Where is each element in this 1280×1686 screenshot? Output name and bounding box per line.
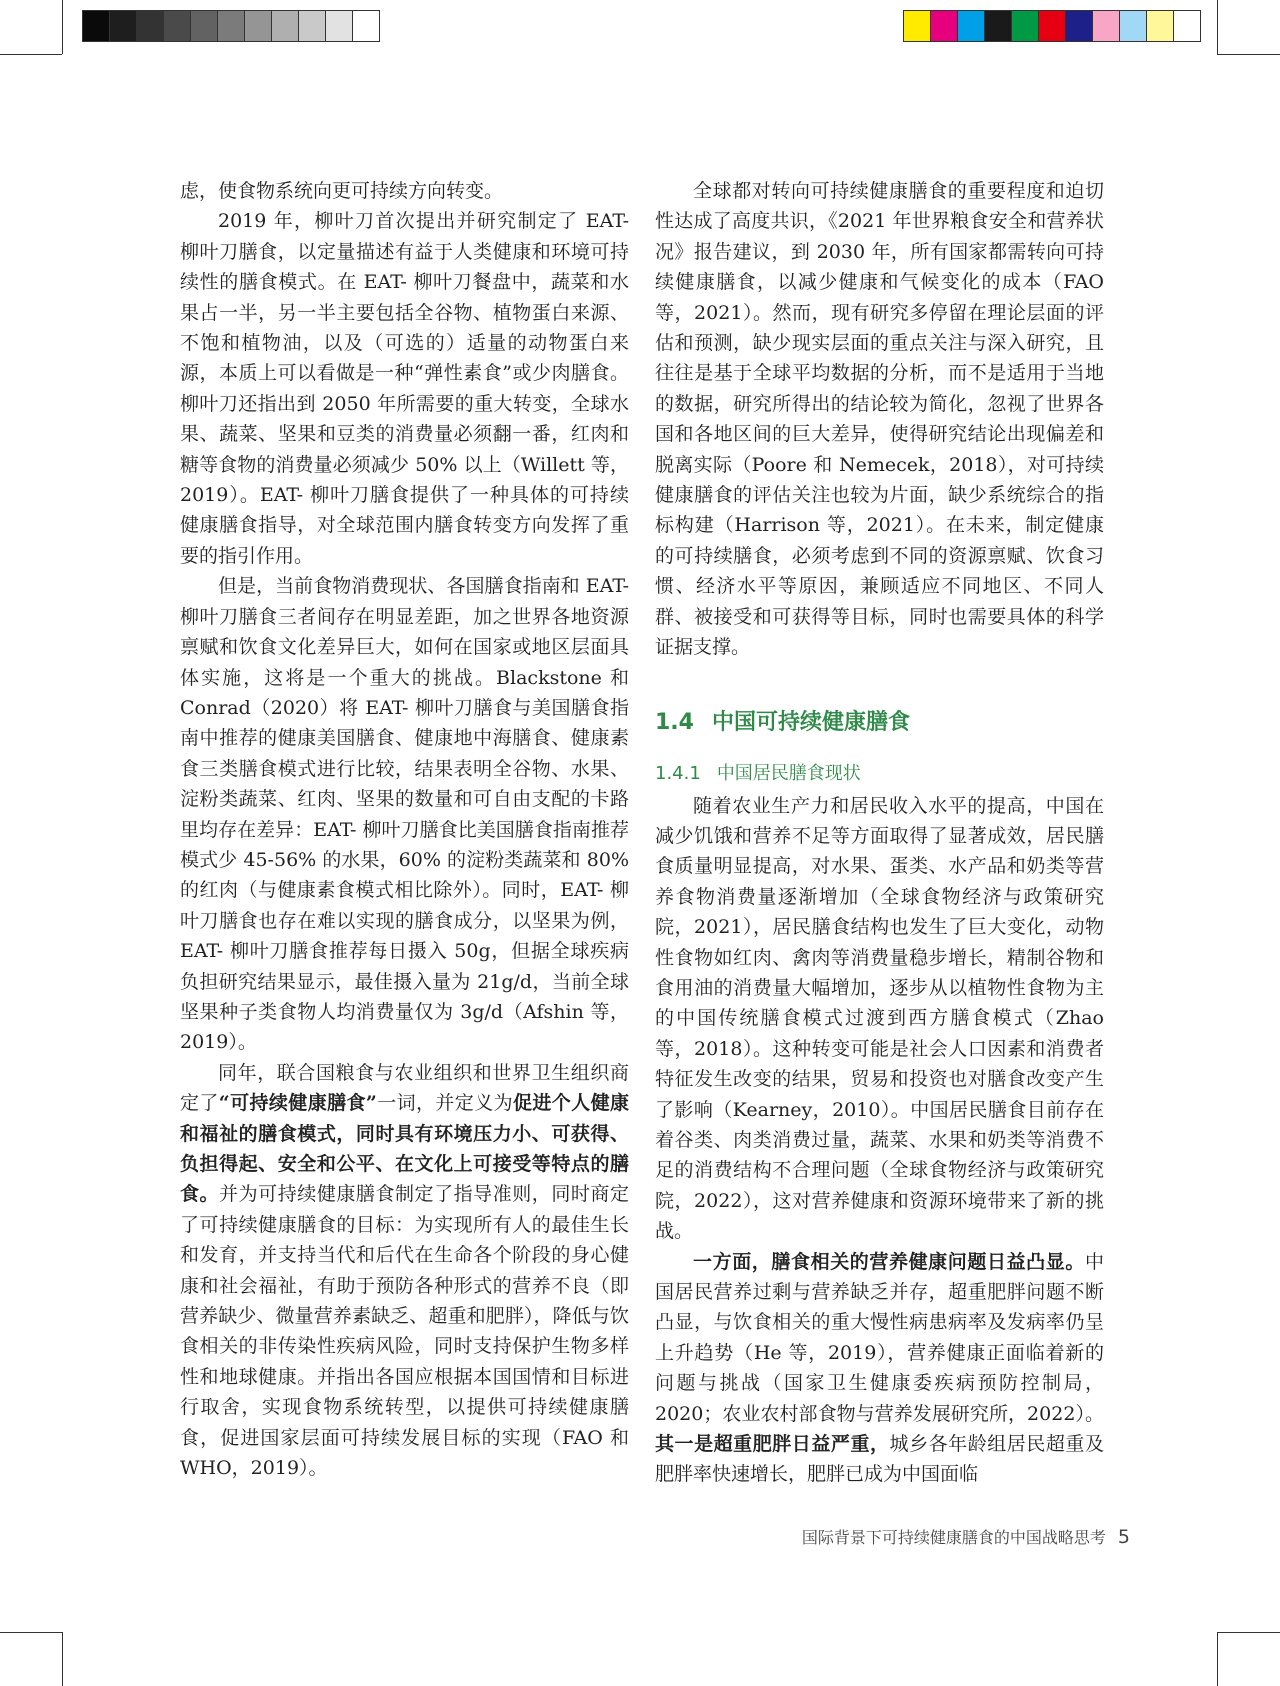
crop-mark — [0, 54, 62, 55]
subsection-number: 1.4.1 — [655, 762, 701, 784]
text-run: 并为可持续健康膳食制定了指导准则，同时商定了可持续健康膳食的目标：为实现所有人的最佳生长和发育，并支持当代和后代在生命各个阶段的身心健康和社会福祉，有助于预防各种形式的营养不良（即营养缺少、微量营养素缺乏、超重和肥胖），降低与饮食相关的非传染性疾病风险，同时支持保护生物多样性和地球健康。并指出各国应根据本国国情和目标进行取舍，实现食物系统转型，以提供可持续健康膳食，促进国家层面可持续发展目标的实现（FAO 和 WHO，2019）。 — [180, 1183, 629, 1480]
paragraph: 随着农业生产力和居民收入水平的提高，中国在减少饥饿和营养不足等方面取得了显著成效，居民膳食质量明显提高，对水果、蛋类、水产品和奶类等营养食物消费量逐渐增加（全球食物经济与政策研究院，2021），居民膳食结构也发生了巨大变化，动物性食物如红肉、禽肉等消费量稳步增长，精制谷物和食用油的消费量大幅增加，逐步从以植物性食物为主的中国传统膳食模式过渡到西方膳食模式（Zhao 等，2018）。这种转变可能是社会人口因素和消费者特征发生改变的结果，贸易和投资也对膳食改变产生了影响（Kearney，2010）。中国居民膳食目前存在着谷类、肉类消费过量，蔬菜、水果和奶类等消费不足的消费结构不合理问题（全球食物经济与政策研究院，2022），这对营养健康和资源环境带来了新的挑战。 — [655, 794, 1104, 1243]
bold-term: “可持续健康膳食” — [218, 1092, 377, 1115]
color-swatch — [1147, 11, 1174, 41]
text-run: 城乡各年龄组居民超重及肥胖率快速增长，肥胖已成为中国面临 — [655, 1433, 1104, 1486]
grayscale-swatch — [245, 11, 272, 41]
grayscale-swatch — [164, 11, 191, 41]
color-swatch — [985, 11, 1012, 41]
grayscale-swatch — [110, 11, 137, 41]
section-number: 1.4 — [655, 709, 694, 735]
right-column — [655, 176, 1104, 1490]
color-calibration-bar — [903, 10, 1201, 42]
paragraph: 2019 年，柳叶刀首次提出并研究制定了 EAT- 柳叶刀膳食，以定量描述有益于人类健康和环境可持续性的膳食模式。在 EAT- 柳叶刀餐盘中，蔬菜和水果占一半，另一半主要包括全谷物、植物蛋白来源、不饱和植物油，以及（可选的）适量的动物蛋白来源，本质上可以看做是一种“弹性素食”或少肉膳食。柳叶刀还指出到 2050 年所需要的重大转变，全球水果、蔬菜、坚果和豆类的消费量必须翻一番，红肉和糖等食物的消费量必须减少 50% 以上（Willett 等，2019）。EAT- 柳叶刀膳食提供了一种具体的可持续健康膳食指导，对全球范围内膳食转变方向发挥了重要的指引作用。 — [180, 210, 629, 567]
section-title: 中国可持续健康膳食 — [711, 709, 910, 735]
paragraph — [180, 1058, 629, 1484]
grayscale-swatch — [353, 11, 379, 41]
color-swatch — [931, 11, 958, 41]
running-title: 国际背景下可持续健康膳食的中国战略思考 — [801, 1528, 1106, 1547]
crop-mark — [1217, 1632, 1218, 1686]
text-run: 中国居民营养过剩与营养缺乏并存，超重肥胖问题不断凸显，与饮食相关的重大慢性病患病率及发病率仍呈上升趋势（He 等，2019），营养健康正面临着新的问题与挑战（国家卫生健康委疾病预防控制局，2020；农业农村部食物与营养发展研究所，2022）。 — [655, 1250, 1104, 1425]
crop-mark — [62, 1632, 63, 1686]
crop-mark — [1217, 0, 1218, 54]
text-run: 一词，并定义为 — [376, 1092, 513, 1115]
paragraph — [655, 1247, 1104, 1490]
crop-mark — [1217, 54, 1280, 55]
color-swatch — [1120, 11, 1147, 41]
page-number: 5 — [1117, 1526, 1130, 1548]
crop-mark — [0, 1632, 62, 1633]
crop-mark — [62, 0, 63, 54]
crop-mark — [1217, 1632, 1280, 1633]
color-swatch — [1012, 11, 1039, 41]
subsection-heading — [655, 757, 1104, 791]
bold-lead: 其一是超重肥胖日益严重， — [655, 1433, 890, 1456]
color-swatch — [1174, 11, 1200, 41]
grayscale-swatch — [83, 11, 110, 41]
color-swatch — [904, 11, 931, 41]
color-swatch — [1039, 11, 1066, 41]
paragraph: 虑，使食物系统向更可持续方向转变。 — [180, 180, 504, 202]
page-footer — [802, 1525, 1130, 1548]
grayscale-swatch — [272, 11, 299, 41]
paragraph: 但是，当前食物消费现状、各国膳食指南和 EAT- 柳叶刀膳食三者间存在明显差距，加之世界各地资源禀赋和饮食文化差异巨大，如何在国家或地区层面具体实施，这将是一个重大的挑战。Blackstone 和 Conrad（2020）将 EAT- 柳叶刀膳食与美国膳食指南中推荐的健康美国膳食、健康地中海膳食、健康素食三类膳食模式进行比较，结果表明全谷物、水果、淀粉类蔬菜、红肉、坚果的数量和可自由支配的卡路里均存在差异：EAT- 柳叶刀膳食比美国膳食指南推荐模式少 45-56% 的水果，60% 的淀粉类蔬菜和 80% 的红肉（与健康素食模式相比除外）。同时，EAT- 柳叶刀膳食也存在难以实现的膳食成分，以坚果为例，EAT- 柳叶刀膳食推荐每日摄入 50g，但据全球疾病负担研究结果显示，最佳摄入量为 21g/d，当前全球坚果种子类食物人均消费量仅为 3g/d（Afshin 等，2019）。 — [180, 575, 629, 1054]
color-swatch — [1093, 11, 1120, 41]
bold-lead: 一方面，膳食相关的营养健康问题日益凸显。 — [693, 1250, 1085, 1273]
color-swatch — [1066, 11, 1093, 41]
left-column — [180, 176, 629, 1483]
grayscale-swatch — [191, 11, 218, 41]
subsection-title: 中国居民膳食现状 — [716, 762, 861, 784]
text-run: 同年，联合国粮食与农业组织和世界卫生组织商定了 — [180, 1061, 629, 1115]
bold-definition: 促进个人健康和福祉的膳食模式，同时具有环境压力小、可获得、负担得起、安全和公平、在文化上可接受等特点的膳食。 — [180, 1092, 629, 1206]
color-swatch — [958, 11, 985, 41]
grayscale-swatch — [299, 11, 326, 41]
grayscale-calibration-bar — [82, 10, 380, 42]
grayscale-swatch — [326, 11, 353, 41]
paragraph: 全球都对转向可持续健康膳食的重要程度和迫切性达成了高度共识，《2021 年世界粮食安全和营养状况》报告建议，到 2030 年，所有国家都需转向可持续健康膳食，以减少健康和气候变化的成本（FAO 等，2021）。然而，现有研究多停留在理论层面的评估和预测，缺少现实层面的重点关注与深入研究，且往往是基于全球平均数据的分析，而不是适用于当地的数据，研究所得出的结论较为简化，忽视了世界各国和各地区间的巨大差异，使得研究结论出现偏差和脱离实际（Poore 和 Nemecek，2018），对可持续健康膳食的评估关注也较为片面，缺少系统综合的指标构建（Harrison 等，2021）。在未来，制定健康的可持续膳食，必须考虑到不同的资源禀赋、饮食习惯、经济水平等原因，兼顾适应不同地区、不同人群、被接受和可获得等目标，同时也需要具体的科学证据支撑。 — [655, 180, 1104, 659]
grayscale-swatch — [137, 11, 164, 41]
grayscale-swatch — [218, 11, 245, 41]
section-heading — [655, 697, 1104, 749]
